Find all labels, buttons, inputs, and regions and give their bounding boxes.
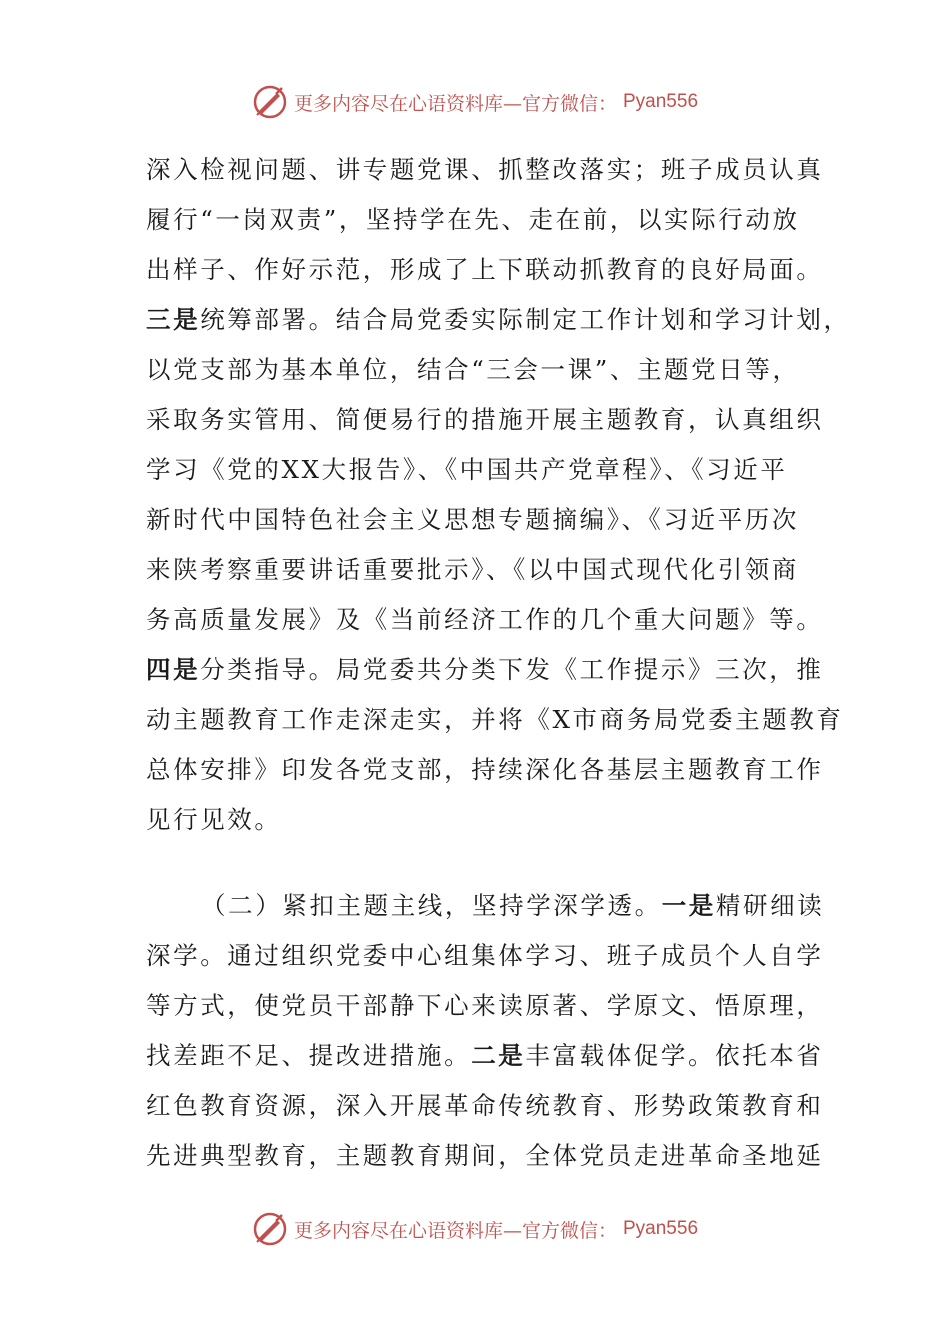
text-run: 采取务实管用、简便易行的措施开展主题教育，认真组织: [146, 405, 824, 434]
pen-logo-icon: [252, 84, 288, 120]
banner-wechat-id: Pyan556: [623, 91, 699, 112]
text-run: 找差距不足、提改进措施。: [146, 1041, 472, 1070]
text-line: [146, 445, 806, 495]
bold-lead: 三是: [146, 305, 201, 334]
banner-text: 更多内容尽在心语资料库—官方微信：: [293, 92, 617, 115]
text-line: [146, 745, 824, 795]
text-run: 深学。通过组织党委中心组集体学习、班子成员个人自学: [146, 941, 824, 970]
text-line: [146, 295, 851, 345]
text-run: 履行“一岗双责”，坚持学在先、走在前，以实际行动放: [146, 205, 800, 234]
text-line: [146, 145, 824, 195]
text-run: 先进典型教育，主题教育期间，全体党员走进革命圣地延: [146, 1141, 824, 1170]
text-line: [146, 795, 806, 845]
paragraph-gap: [146, 845, 806, 881]
pen-logo-icon: [252, 1211, 288, 1247]
text-run: 见行见效。: [146, 805, 282, 834]
text-run: 统筹部署。结合局党委实际制定工作计划和学习计划，: [200, 305, 851, 334]
text-line: [146, 495, 806, 545]
text-line: [146, 395, 824, 445]
banner-wechat-id: Pyan556: [623, 1218, 699, 1239]
text-line: [146, 981, 824, 1031]
bold-lead: 四是: [146, 655, 201, 684]
document-body: [146, 145, 851, 1181]
text-line: [146, 345, 806, 395]
bold-lead: 一是: [661, 891, 716, 920]
footer-banner: [0, 1209, 950, 1249]
text-run: 丰富载体促学。依托本省: [525, 1041, 824, 1070]
text-line: [146, 545, 806, 595]
text-line: [146, 595, 824, 645]
text-run: 出样子、作好示范，形成了上下联动抓教育的良好局面。: [146, 255, 824, 284]
text-run: 务高质量发展》及《当前经济工作的几个重大问题》等。: [146, 605, 824, 634]
text-line: [146, 1131, 824, 1181]
bold-lead: 二是: [471, 1041, 526, 1070]
paragraph-2: [146, 881, 825, 1181]
text-line: [146, 1081, 824, 1131]
text-line: [146, 931, 824, 981]
text-run: 新时代中国特色社会主义思想专题摘编》、《习近平历次: [146, 505, 799, 534]
text-run: 等方式，使党员干部静下心来读原著、学原文、悟原理，: [146, 991, 824, 1020]
text-run: 精研细读: [715, 891, 825, 920]
text-run: 以党支部为基本单位，结合“三会一课”、主题党日等，: [146, 355, 800, 384]
text-run: 深入检视问题、讲专题党课、抓整改落实；班子成员认真: [146, 155, 824, 184]
banner-text: 更多内容尽在心语资料库—官方微信：: [293, 1219, 617, 1242]
text-run: （二）紧扣主题主线，坚持学深学透。: [201, 891, 662, 920]
text-run: 动主题教育工作走深走实，并将《X市商务局党委主题教育: [146, 705, 844, 734]
text-line: [146, 881, 825, 931]
text-run: 学习《党的XX大报告》、《中国共产党章程》、《习近平: [146, 455, 788, 484]
text-line: [146, 695, 844, 745]
text-line: [146, 1031, 824, 1081]
text-run: 红色教育资源，深入开展革命传统教育、形势政策教育和: [146, 1091, 824, 1120]
text-run: 分类指导。局党委共分类下发《工作提示》三次，推: [200, 655, 824, 684]
text-line: [146, 195, 806, 245]
text-run: 来陕考察重要讲话重要批示》、《以中国式现代化引领商: [146, 555, 799, 584]
header-banner: [0, 82, 950, 122]
text-line: [146, 245, 824, 295]
text-run: 总体安排》印发各党支部，持续深化各基层主题教育工作: [146, 755, 824, 784]
paragraph-1: [146, 145, 851, 845]
text-line: [146, 645, 824, 695]
